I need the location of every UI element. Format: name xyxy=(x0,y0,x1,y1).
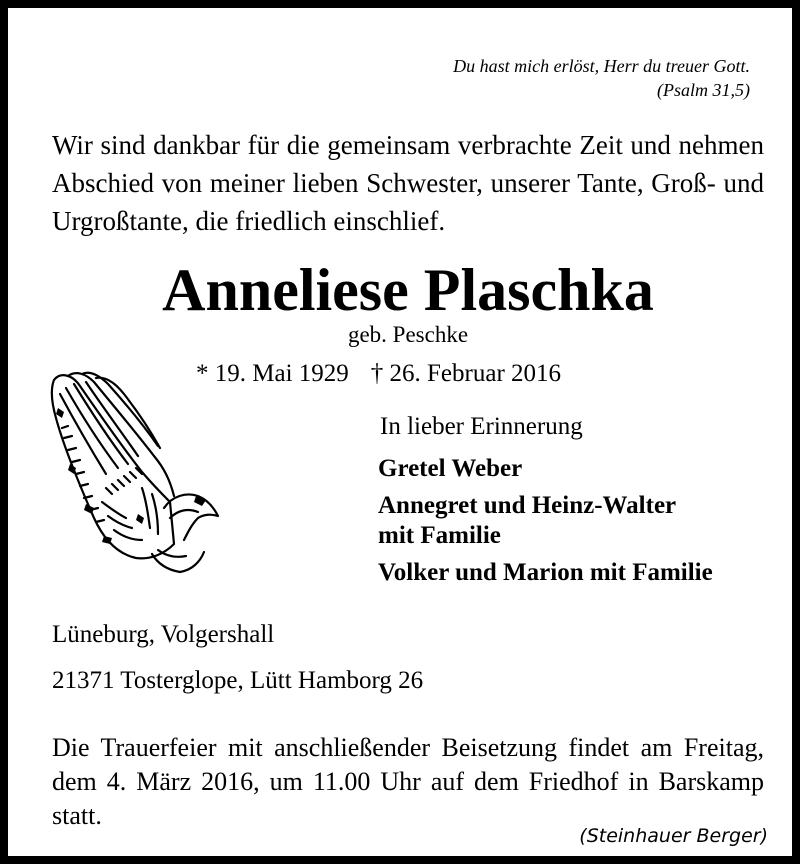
address-line-2: 21371 Tosterglope, Lütt Hamborg 26 xyxy=(52,667,424,694)
mourners-list xyxy=(378,454,713,595)
stonemason-signature: (Steinhauer Berger) xyxy=(579,825,768,847)
death-date: † 26. Februar 2016 xyxy=(370,360,562,387)
intro-text: Wir sind dankbar für die gemeinsam verbrachte Zeit und nehmen Abschied von meiner lieben Schwester, unserer Tante, Groß- und Urgroßtante, die friedlich einschlief. xyxy=(52,130,764,236)
bible-quote xyxy=(453,54,750,102)
birth-name: geb. Peschke xyxy=(347,322,469,347)
praying-hands-icon xyxy=(46,368,226,578)
address-line-1: Lüneburg, Volgershall xyxy=(52,621,275,648)
mourner-name: Volker und Marion mit Familie xyxy=(378,559,713,586)
birth-date: * 19. Mai 1929 xyxy=(196,360,349,387)
funeral-service-text: Die Trauerfeier mit anschließender Beisetzung findet am Freitag, dem 4. März 2016, um 11.00 Uhr auf dem Friedhof in Barskamp statt. xyxy=(52,733,764,830)
quote-text: Du hast mich erlöst, Herr du treuer Gott. xyxy=(453,56,750,76)
life-dates xyxy=(196,358,561,390)
memory-label: In lieber Erinnerung xyxy=(380,413,583,440)
quote-reference: (Psalm 31,5) xyxy=(657,80,750,100)
deceased-name: Anneliese Plaschka xyxy=(162,257,654,323)
mourner-name: Annegret und Heinz-Walter mit Familie xyxy=(378,492,677,549)
mourner-name: Gretel Weber xyxy=(378,455,523,482)
